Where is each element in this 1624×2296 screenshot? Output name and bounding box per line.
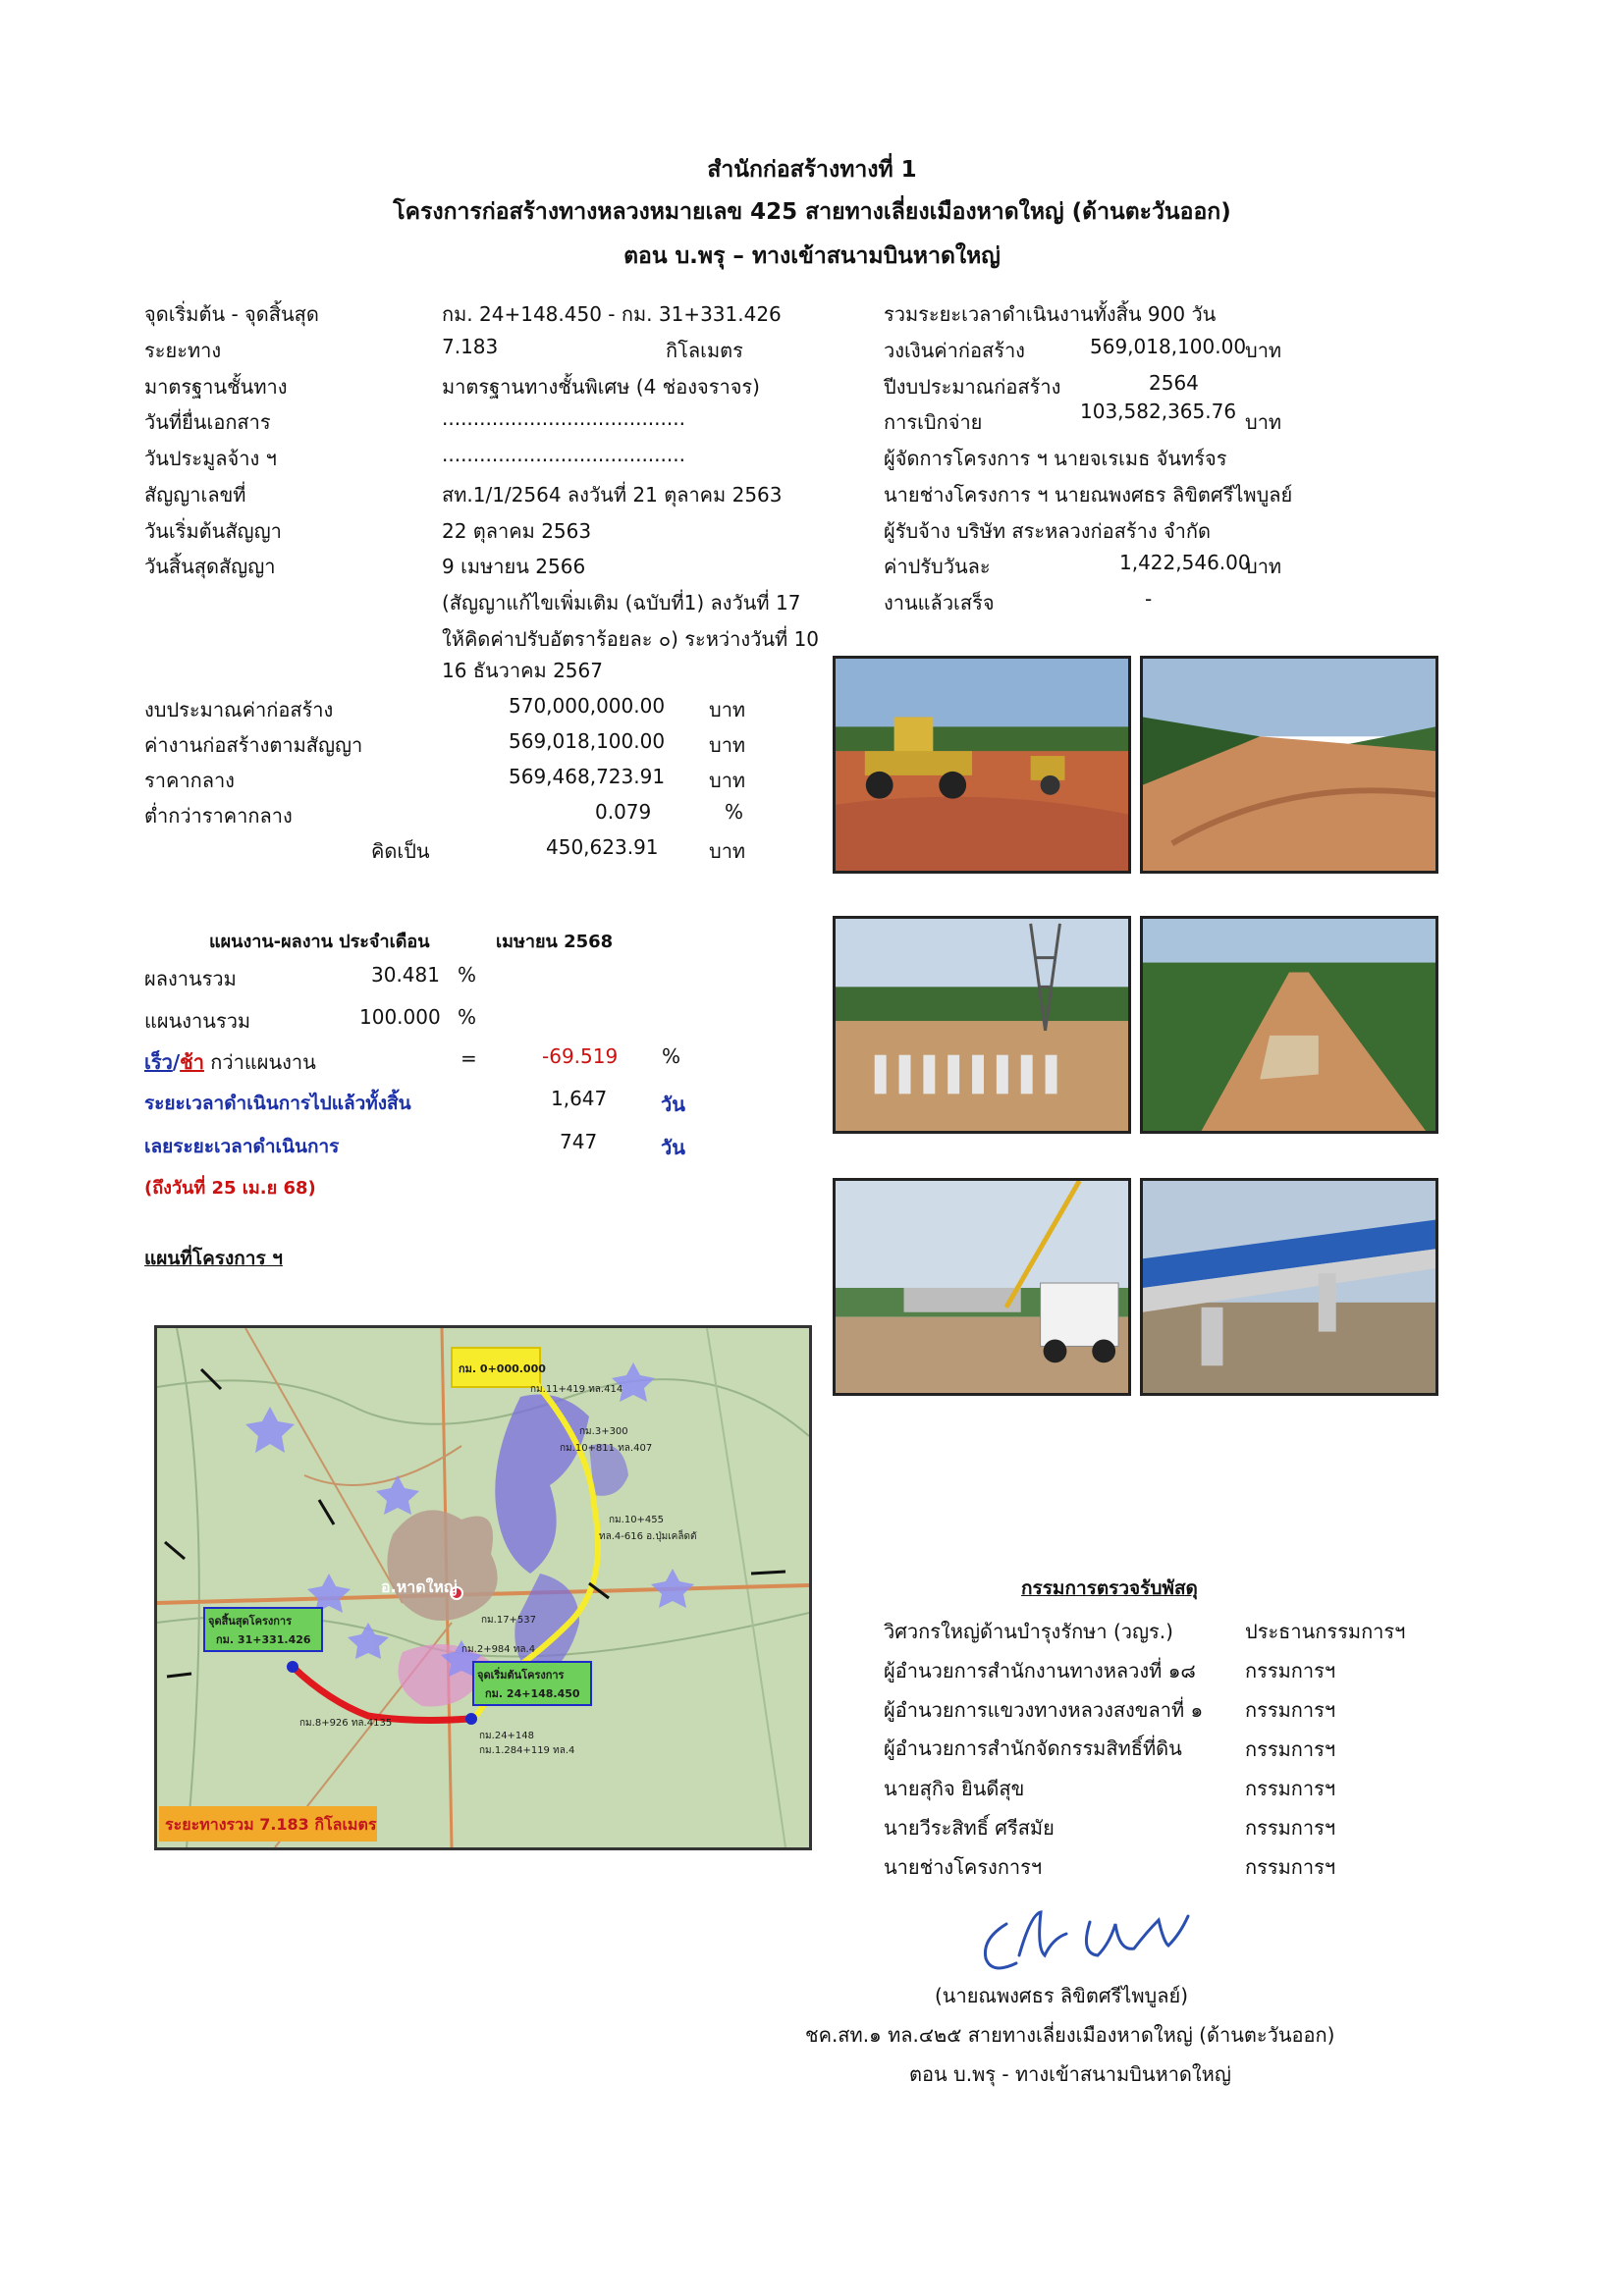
total-duration: รวมระยะเวลาดำเนินงานทั้งสิ้น 900 วัน — [884, 302, 1217, 326]
finance-label: ต่ำกว่าราคากลาง — [144, 804, 293, 828]
map-km-label: กม.8+926 ทล.4135 — [299, 1718, 393, 1729]
contractor: ผู้รับจ้าง บริษัท สระหลวงก่อสร้าง จำกัด — [884, 519, 1211, 543]
committee-title: กรรมการตรวจรับพัสดุ — [1021, 1577, 1198, 1599]
finance-value: 450,623.91 — [546, 835, 659, 859]
map-graphic — [157, 1328, 809, 1847]
map-end-box-line-1: จุดสิ้นสุดโครงการ — [208, 1615, 292, 1628]
fine-unit: บาท — [1245, 555, 1282, 578]
header-line-1: สำนักก่อสร้างทางที่ 1 — [707, 157, 917, 183]
finance-label: งบประมาณค่าก่อสร้าง — [144, 698, 334, 721]
amend-note-line: ให้คิดค่าปรับอัตราร้อยละ ๐) ระหว่างวันที่ 10 — [442, 627, 820, 651]
over-unit: วัน — [661, 1136, 685, 1159]
budget-value: 569,018,100.00 — [1090, 335, 1247, 358]
committee-member-role: กรรมการฯ — [1245, 1777, 1336, 1800]
amend-note-line: (สัญญาแก้ไขเพิ่มเติม (ฉบับที่1) ลงวันที่ 17 — [442, 591, 801, 614]
info-label: สัญญาเลขที่ — [144, 483, 246, 507]
info-value: มาตรฐานทางชั้นพิเศษ (4 ช่องจราจร) — [442, 375, 760, 399]
info-value: 22 ตุลาคม 2563 — [442, 519, 592, 543]
finance-unit: บาท — [709, 839, 746, 863]
map-title: แผนที่โครงการ ฯ — [144, 1248, 283, 1269]
committee-member-name: ผู้อำนวยการสำนักจัดกรรมสิทธิ์ที่ดิน — [884, 1736, 1182, 1760]
over-value: 747 — [560, 1130, 598, 1153]
finance-label: ค่างานก่อสร้างตามสัญญา — [144, 733, 363, 757]
amend-note-line: 16 ธันวาคม 2567 — [442, 659, 603, 682]
map-km-label: กม.11+419 ทล.414 — [530, 1384, 623, 1395]
slash: / — [172, 1050, 181, 1074]
committee-member-name: นายวีระสิทธิ์ ศรีสมัย — [884, 1816, 1055, 1840]
finance-label: คิดเป็น — [371, 839, 430, 863]
diff-value: -69.519 — [542, 1044, 619, 1068]
compare-label — [144, 1046, 316, 1078]
actual-label: ผลงานรวม — [144, 967, 237, 990]
equals-sign: = — [460, 1046, 477, 1070]
committee-member-role: กรรมการฯ — [1245, 1737, 1336, 1761]
done-value: - — [1145, 587, 1153, 611]
committee-member-role: กรรมการฯ — [1245, 1855, 1336, 1879]
elapsed-unit: วัน — [661, 1093, 685, 1116]
project-map — [154, 1325, 812, 1850]
committee-member-name: วิศวกรใหญ่ด้านบำรุงรักษา (วญร.) — [884, 1620, 1173, 1643]
finance-unit: บาท — [709, 698, 746, 721]
fiscal-label: ปีงบประมาณก่อสร้าง — [884, 375, 1061, 399]
site-photo-road-bed — [1140, 656, 1438, 874]
info-label: วันที่ยื่นเอกสาร — [144, 410, 271, 434]
disburse-label: การเบิกจ่าย — [884, 410, 983, 434]
progress-heading: แผนงาน-ผลงาน ประจำเดือน — [209, 932, 430, 952]
finance-unit: % — [725, 800, 744, 824]
progress-month: เมษายน 2568 — [496, 932, 614, 952]
handwritten-signature — [972, 1895, 1208, 1983]
budget-unit: บาท — [1245, 339, 1282, 362]
over-label: เลยระยะเวลาดำเนินการ — [144, 1136, 340, 1157]
finance-value: 570,000,000.00 — [509, 694, 666, 718]
finance-value: 0.079 — [595, 800, 652, 824]
project-manager: ผู้จัดการโครงการ ฯ นายจเรเมธ จันทร์จร — [884, 447, 1227, 470]
disburse-unit: บาท — [1245, 410, 1282, 434]
map-km-label: กม.17+537 — [481, 1615, 537, 1626]
map-km-label: กม.24+148 — [479, 1731, 535, 1741]
site-photo-aerial — [1140, 916, 1438, 1134]
as-of-date: (ถึงวันที่ 25 เม.ย 68) — [144, 1178, 316, 1199]
committee-member-role: กรรมการฯ — [1245, 1659, 1336, 1682]
actual-unit: % — [458, 963, 477, 987]
map-km-label: ทล.4-616 อ.ปุ่มเคล็ดตั — [599, 1531, 697, 1542]
finance-value: 569,018,100.00 — [509, 729, 666, 753]
done-label: งานแล้วเสร็จ — [884, 591, 995, 614]
committee-member-role: กรรมการฯ — [1245, 1816, 1336, 1840]
header-line-2: โครงการก่อสร้างทางหลวงหมายเลข 425 สายทางเลี่ยงเมืองหาดใหญ่ (ด้านตะวันออก) — [393, 199, 1231, 225]
info-value: 7.183 — [442, 335, 499, 358]
signer-position-1: ชค.สท.๑ ทล.๔๒๕ สายทางเลี่ยงเมืองหาดใหญ่ (ด้านตะวันออก) — [805, 2023, 1335, 2047]
committee-member-name: นายช่างโครงการฯ — [884, 1855, 1043, 1879]
info-label: วันประมูลจ้าง ฯ — [144, 447, 277, 470]
compare-text: กว่าแผนงาน — [203, 1050, 316, 1074]
budget-label: วงเงินค่าก่อสร้าง — [884, 339, 1025, 362]
signer-name: (นายณพงศธร ลิขิตศรีไพบูลย์) — [935, 1984, 1188, 2007]
slow-word: ช้า — [180, 1050, 204, 1074]
fiscal-value: 2564 — [1149, 371, 1199, 395]
committee-member-name: ผู้อำนวยการสำนักงานทางหลวงที่ ๑๘ — [884, 1659, 1196, 1682]
map-km-label: กม.3+300 — [579, 1426, 628, 1437]
map-km-label: กม.10+455 — [609, 1515, 665, 1525]
elapsed-label: ระยะเวลาดำเนินการไปแล้วทั้งสิ้น — [144, 1093, 411, 1114]
map-label-start-km: กม. 0+000.000 — [459, 1362, 546, 1375]
map-start-box-line-2: กม. 24+148.450 — [485, 1687, 580, 1700]
signer-position-2: ตอน บ.พรุ - ทางเข้าสนามบินหาดใหญ่ — [909, 2062, 1231, 2086]
site-photo-launching-gantry — [1140, 1178, 1438, 1396]
info-value: กม. 24+148.450 - กม. 31+331.426 — [442, 302, 782, 326]
finance-label: ราคากลาง — [144, 769, 235, 792]
map-start-box-line-1: จุดเริ่มต้นโครงการ — [477, 1669, 565, 1682]
elapsed-value: 1,647 — [551, 1087, 608, 1110]
plan-value: 100.000 — [359, 1005, 441, 1029]
info-label: วันเริ่มต้นสัญญา — [144, 519, 282, 543]
fine-label: ค่าปรับวันละ — [884, 555, 991, 578]
site-photo-crane — [833, 1178, 1131, 1396]
plan-unit: % — [458, 1005, 477, 1029]
map-km-label: กม.1.284+119 ทล.4 — [479, 1745, 575, 1756]
info-label: ระยะทาง — [144, 339, 222, 362]
info-label: มาตรฐานชั้นทาง — [144, 375, 288, 399]
map-total-distance: ระยะทางรวม 7.183 กิโลเมตร — [165, 1815, 377, 1834]
disburse-value: 103,582,365.76 — [1080, 400, 1237, 423]
info-value: 9 เมษายน 2566 — [442, 555, 586, 578]
committee-member-name: นายสุกิจ ยินดีสุข — [884, 1777, 1025, 1800]
map-end-box-line-2: กม. 31+331.426 — [216, 1633, 311, 1646]
info-unit: กิโลเมตร — [666, 339, 743, 362]
project-engineer: นายช่างโครงการ ฯ นายณพงศธร ลิขิตศรีไพบูลย์ — [884, 483, 1293, 507]
map-km-label: กม.2+984 ทล.4 — [461, 1644, 536, 1655]
committee-member-name: ผู้อำนวยการแขวงทางหลวงสงขลาที่ ๑ — [884, 1698, 1204, 1722]
map-km-label: กม.10+811 ทล.407 — [560, 1443, 653, 1454]
map-label-city: อ.หาดใหญ่ — [381, 1577, 458, 1596]
info-value: ....................................... — [442, 443, 685, 466]
fine-value: 1,422,546.00 — [1119, 551, 1251, 574]
site-photo-pile-caps — [833, 916, 1131, 1134]
finance-value: 569,468,723.91 — [509, 765, 666, 788]
info-value: สท.1/1/2564 ลงวันที่ 21 ตุลาคม 2563 — [442, 483, 783, 507]
plan-label: แผนงานรวม — [144, 1009, 251, 1033]
info-label: วันสิ้นสุดสัญญา — [144, 555, 276, 578]
header-line-3: ตอน บ.พรุ – ทางเข้าสนามบินหาดใหญ่ — [623, 243, 1001, 269]
fast-word: เร็ว — [144, 1050, 173, 1074]
finance-unit: บาท — [709, 733, 746, 757]
committee-member-role: กรรมการฯ — [1245, 1698, 1336, 1722]
site-photo-grader — [833, 656, 1131, 874]
info-value: ....................................... — [442, 406, 685, 430]
info-label: จุดเริ่มต้น - จุดสิ้นสุด — [144, 302, 319, 326]
diff-unit: % — [662, 1044, 681, 1068]
committee-member-role: ประธานกรรมการฯ — [1245, 1620, 1406, 1643]
actual-value: 30.481 — [371, 963, 440, 987]
finance-unit: บาท — [709, 769, 746, 792]
